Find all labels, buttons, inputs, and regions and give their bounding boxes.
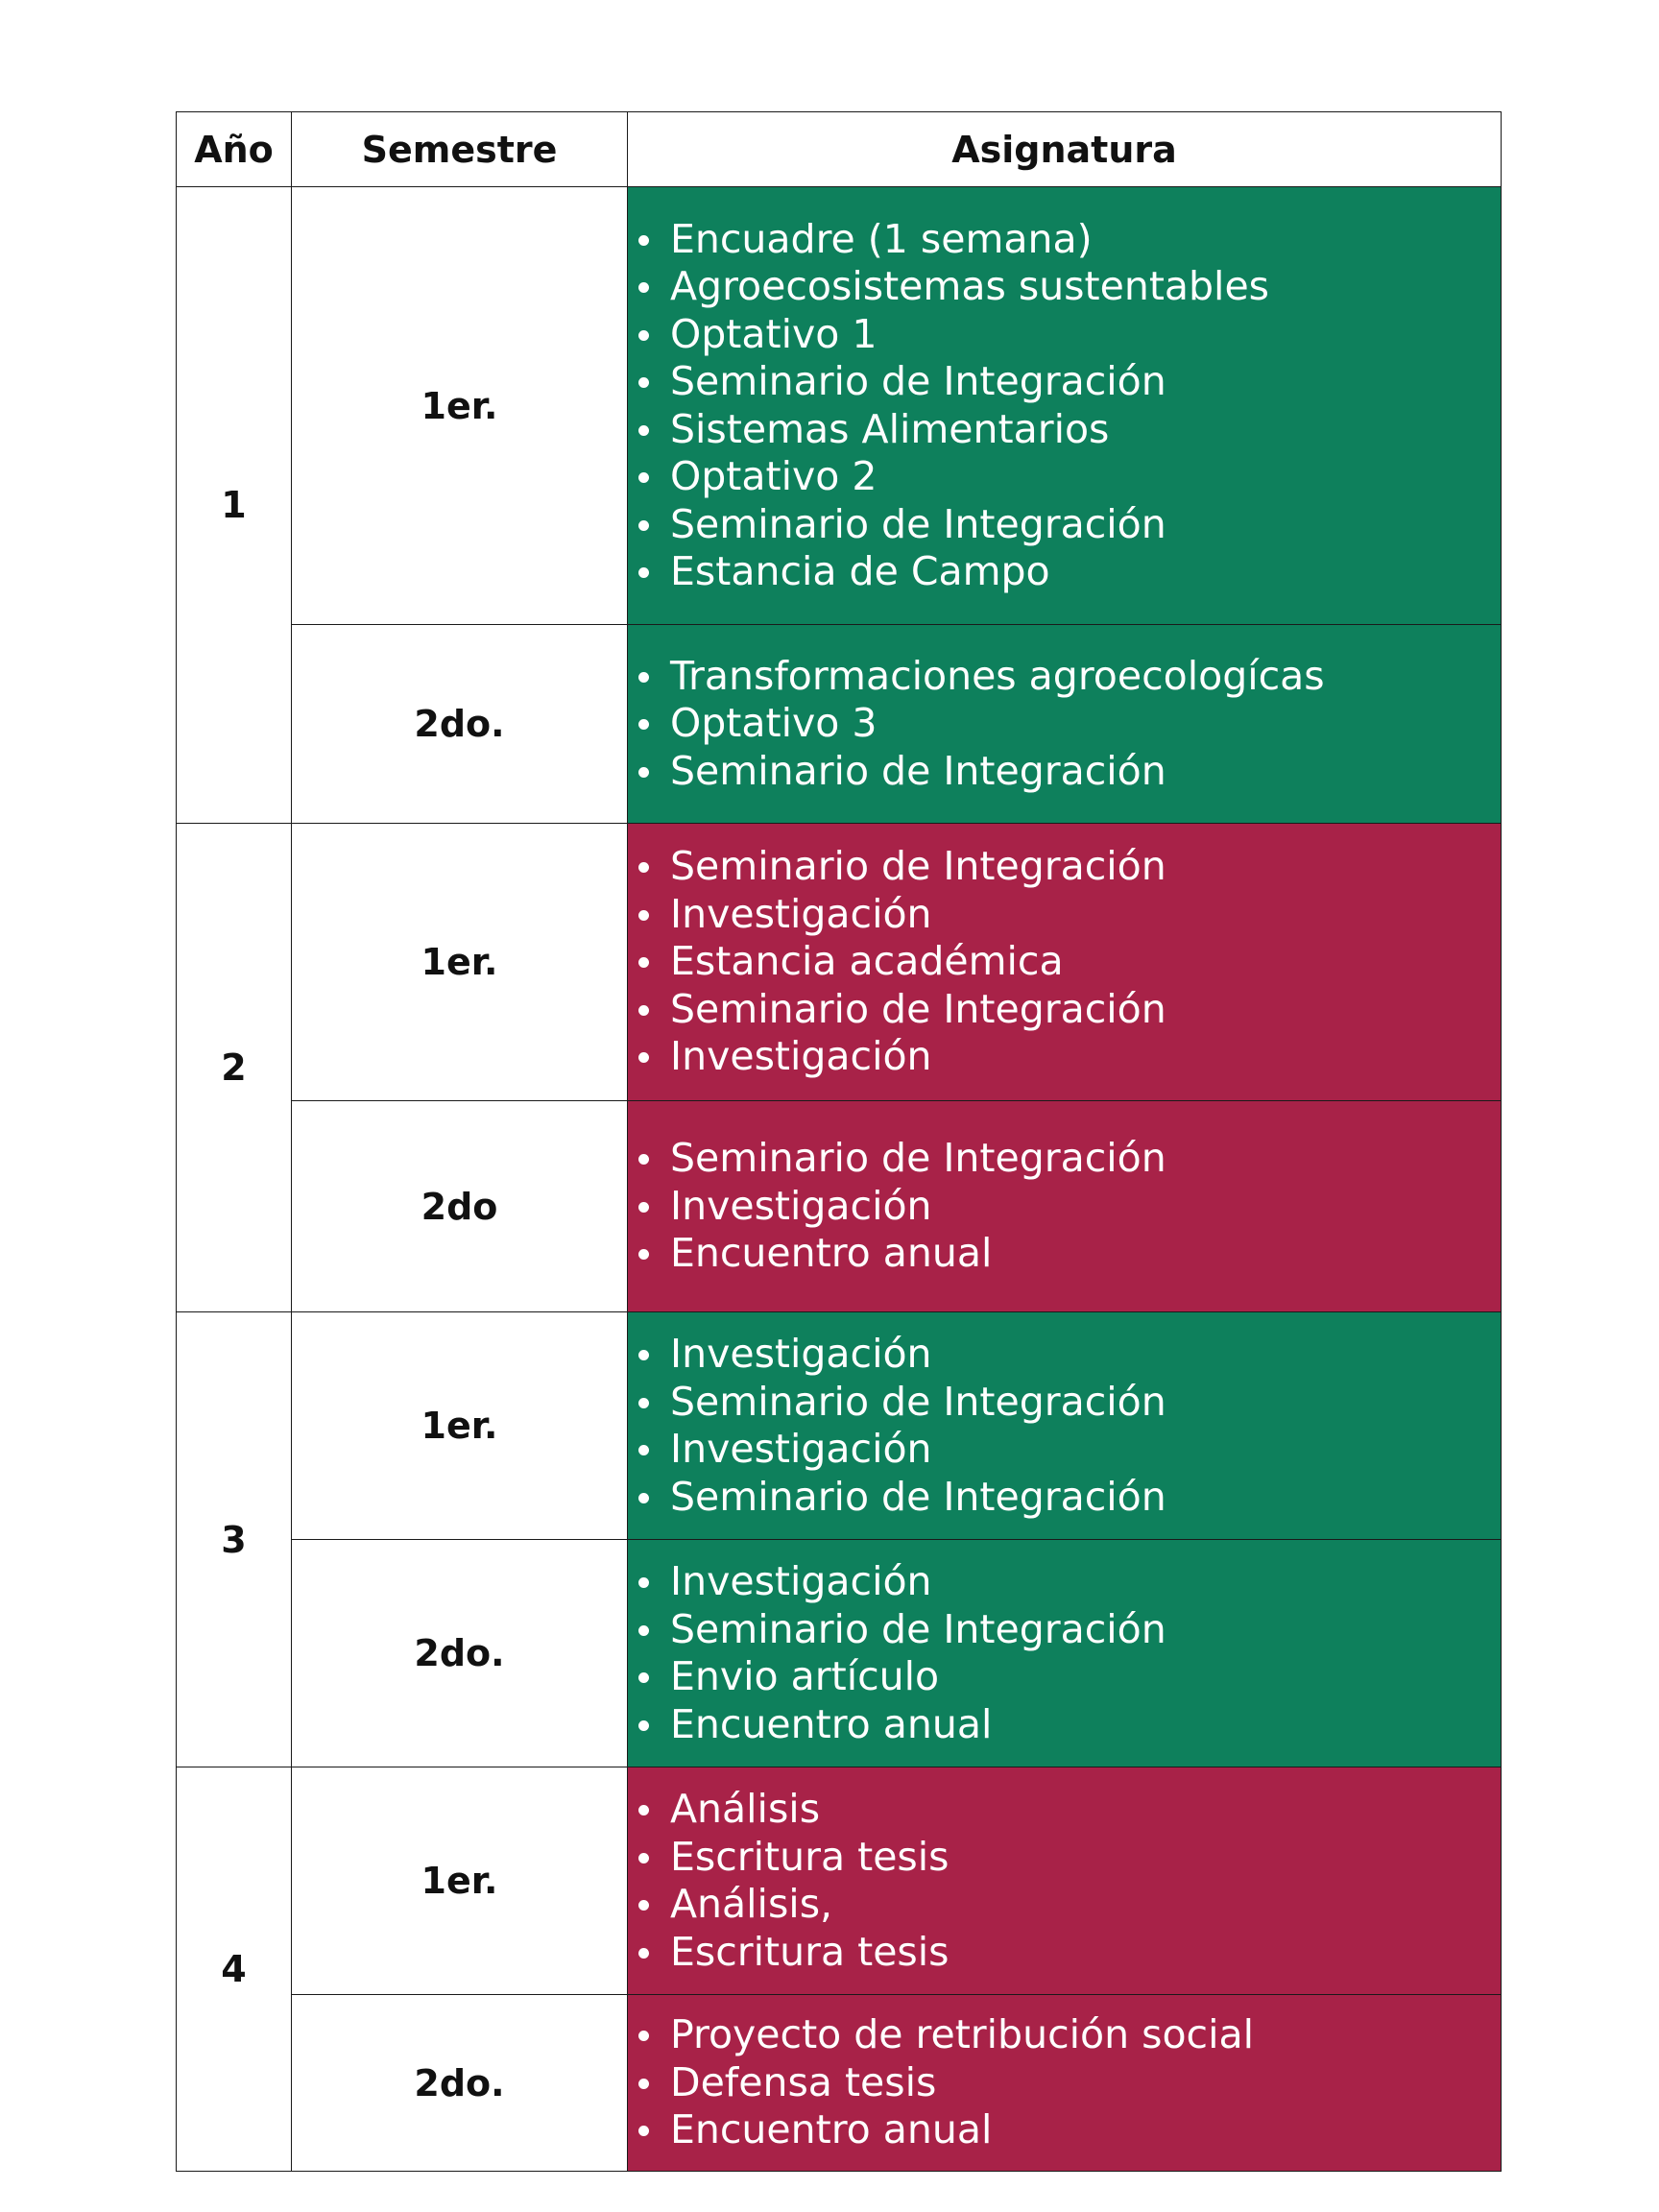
subjects-cell [628,1995,1502,2172]
subject-item: Seminario de Integración [670,501,1501,549]
semester-cell: 1er. [292,1312,628,1540]
table-row [177,824,1502,1101]
subject-list [628,1558,1501,1748]
semester-cell: 2do. [292,625,628,824]
subject-item: Seminario de Integración [670,1474,1501,1522]
year-cell: 2 [177,824,292,1312]
subject-item: Análisis, [670,1881,1501,1929]
table-row [177,1101,1502,1312]
subject-item: Seminario de Integración [670,1606,1501,1654]
subjects-cell [628,1101,1502,1312]
subject-list [628,653,1501,796]
subject-item: Seminario de Integración [670,748,1501,796]
subject-item: Investigación [670,1183,1501,1231]
subject-item: Investigación [670,1426,1501,1474]
semester-cell: 1er. [292,1767,628,1995]
subject-item: Encuentro anual [670,2106,1501,2154]
table-row [177,625,1502,824]
subject-list [628,216,1501,596]
subjects-cell [628,187,1502,625]
header-subject: Asignatura [628,112,1502,187]
semester-cell: 1er. [292,824,628,1101]
subjects-cell [628,625,1502,824]
semester-cell: 2do. [292,1995,628,2172]
year-cell: 3 [177,1312,292,1767]
subject-item: Encuentro anual [670,1701,1501,1749]
subject-list [628,1331,1501,1521]
subject-item: Estancia de Campo [670,548,1501,596]
table-row [177,1540,1502,1767]
table-row [177,1767,1502,1995]
header-year: Año [177,112,292,187]
table-body [177,187,1502,2172]
year-cell: 4 [177,1767,292,2172]
subjects-cell [628,1767,1502,1995]
header-row [177,112,1502,187]
subject-item: Escritura tesis [670,1834,1501,1882]
table-row [177,1312,1502,1540]
subject-item: Seminario de Integración [670,986,1501,1034]
subject-item: Seminario de Integración [670,1135,1501,1183]
year-cell: 1 [177,187,292,824]
subject-item: Optativo 3 [670,700,1501,748]
subject-item: Estancia académica [670,938,1501,986]
subjects-cell [628,824,1502,1101]
subjects-cell [628,1540,1502,1767]
subject-item: Optativo 2 [670,453,1501,501]
subject-item: Encuentro anual [670,1230,1501,1278]
subject-item: Optativo 1 [670,311,1501,359]
table-row [177,1995,1502,2172]
subject-item: Investigación [670,1558,1501,1606]
subjects-cell [628,1312,1502,1540]
table-row [177,187,1502,625]
subject-item: Seminario de Integración [670,843,1501,891]
subject-item: Investigación [670,891,1501,939]
semester-cell: 2do [292,1101,628,1312]
subject-item: Proyecto de retribución social [670,2011,1501,2059]
subject-item: Defensa tesis [670,2059,1501,2107]
semester-cell: 2do. [292,1540,628,1767]
subject-item: Agroecosistemas sustentables [670,263,1501,311]
subject-item: Encuadre (1 semana) [670,216,1501,264]
subject-list [628,2011,1501,2154]
subject-item: Transformaciones agroecologícas [670,653,1501,701]
curriculum-table [176,111,1502,2172]
subject-item: Análisis [670,1786,1501,1834]
subject-item: Seminario de Integración [670,1379,1501,1427]
subject-item: Seminario de Integración [670,358,1501,406]
subject-list [628,843,1501,1081]
subject-item: Investigación [670,1033,1501,1081]
subject-item: Escritura tesis [670,1929,1501,1977]
header-semester: Semestre [292,112,628,187]
subject-list [628,1786,1501,1976]
subject-list [628,1135,1501,1278]
subject-item: Investigación [670,1331,1501,1379]
subject-item: Envio artículo [670,1653,1501,1701]
subject-item: Sistemas Alimentarios [670,406,1501,454]
semester-cell: 1er. [292,187,628,625]
